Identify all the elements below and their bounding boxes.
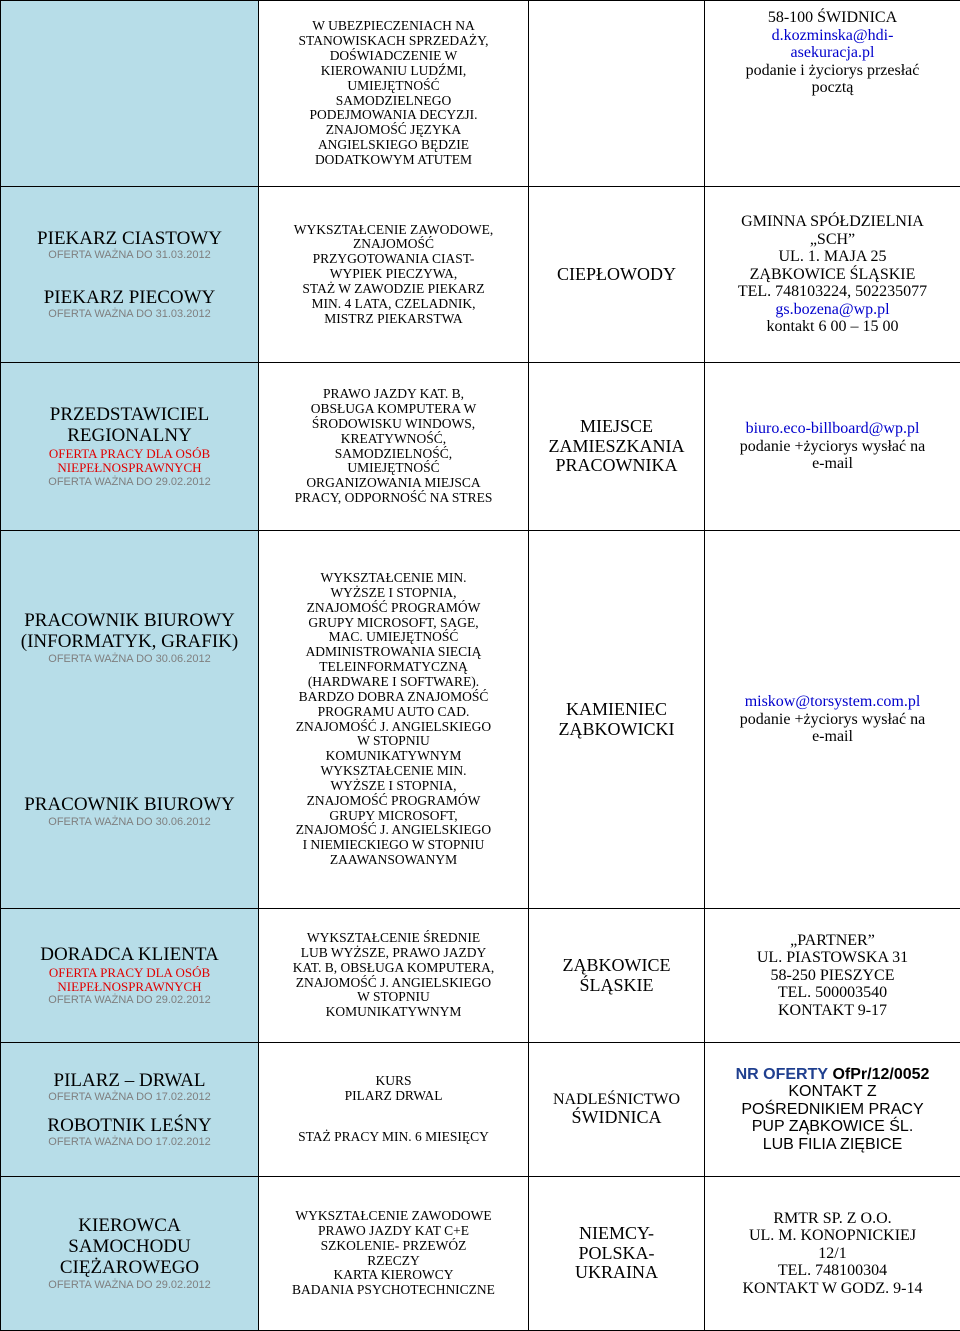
requirements-cell xyxy=(259,1177,529,1331)
job-title: KIEROWCA SAMOCHODU CIĘŻAROWEGO xyxy=(5,1216,254,1279)
location-line: ZAMIESZKANIA xyxy=(533,437,700,457)
email-link[interactable]: biuro.eco-billboard@wp.pl xyxy=(709,420,956,438)
validity-date: OFERTA WAŻNA DO 29.02.2012 xyxy=(5,994,254,1006)
requirement-line: WYKSZTAŁCENIE MIN. xyxy=(263,571,524,586)
requirement-line: W UBEZPIECZENIACH NA xyxy=(263,19,524,34)
requirement-line: WYKSZTAŁCENIE MIN. xyxy=(263,764,524,779)
requirement-line: MISTRZ PIEKARSTWA xyxy=(263,312,524,327)
contact-line: KONTAKT 9-17 xyxy=(709,1002,956,1020)
disability-note: OFERTA PRACY DLA OSÓB NIEPEŁNOSPRAWNYCH xyxy=(5,447,254,476)
requirement-line: ZNAJOMOŚĆ J. ANGIELSKIEGO xyxy=(263,720,524,735)
job-cell xyxy=(1,1177,259,1331)
contact-line: podanie +życiorys wysłać na xyxy=(709,438,956,456)
job-cell xyxy=(1,1,259,187)
contact-line: KONTAKT Z xyxy=(709,1083,956,1101)
requirements-cell xyxy=(259,187,529,363)
job-title: ROBOTNIK LEŚNY xyxy=(5,1116,254,1137)
job-title: DORADCA KLIENTA xyxy=(5,945,254,966)
validity-date: OFERTA WAŻNA DO 29.02.2012 xyxy=(5,476,254,488)
requirement-line: WYKSZTAŁCENIE ZAWODOWE xyxy=(263,1209,524,1224)
table-row xyxy=(1,531,960,909)
requirement-line: ZNAJOMOŚĆ J. ANGIELSKIEGO xyxy=(263,976,524,991)
requirement-line: BARDZO DOBRA ZNAJOMOŚĆ xyxy=(263,690,524,705)
location-line: PRACOWNIKA xyxy=(533,456,700,476)
contact-line: UL. PIASTOWSKA 31 xyxy=(709,949,956,967)
requirement-line: PILARZ DRWAL xyxy=(263,1089,524,1104)
requirement-line: MIN. 4 LATA, CZELADNIK, xyxy=(263,297,524,312)
requirement-line: STANOWISKACH SPRZEDAŻY, xyxy=(263,34,524,49)
requirement-line: I NIEMIECKIEGO W STOPNIU xyxy=(263,838,524,853)
table-row xyxy=(1,187,960,363)
email-link[interactable]: d.kozminska@hdi- xyxy=(709,27,956,45)
requirement-line: W STOPNIU xyxy=(263,734,524,749)
location-cell xyxy=(529,187,705,363)
requirement-line: UMIEJĘTNOŚĆ xyxy=(263,461,524,476)
validity-date: OFERTA WAŻNA DO 31.03.2012 xyxy=(5,249,254,261)
requirement-line: ZNAJOMOŚĆ JĘZYKA xyxy=(263,123,524,138)
location-line: MIEJSCE xyxy=(533,417,700,437)
contact-line: ZĄBKOWICE ŚLĄSKIE xyxy=(709,266,956,284)
contact-cell xyxy=(705,531,960,909)
contact-cell xyxy=(705,1043,960,1177)
email-link[interactable]: asekuracja.pl xyxy=(709,44,956,62)
requirement-line: STAŻ PRACY MIN. 6 MIESIĘCY xyxy=(263,1130,524,1145)
requirement-line: KAT. B, OBSŁUGA KOMPUTERA, xyxy=(263,961,524,976)
requirement-line: WYŻSZE I STOPNIA, xyxy=(263,779,524,794)
offer-number xyxy=(709,1066,956,1084)
requirement-line: SZKOLENIE- PRZEWÓZ xyxy=(263,1239,524,1254)
job-cell xyxy=(1,1043,259,1177)
requirement-line: KREATYWNOŚĆ, xyxy=(263,432,524,447)
location-line: ŚLĄSKIE xyxy=(533,976,700,996)
job-title: PILARZ – DRWAL xyxy=(5,1071,254,1092)
requirement-line: KOMUNIKATYWNYM xyxy=(263,1005,524,1020)
contact-line: UL. 1. MAJA 25 xyxy=(709,248,956,266)
job-title: PIEKARZ CIASTOWY xyxy=(5,229,254,250)
contact-cell xyxy=(705,187,960,363)
job-cell xyxy=(1,363,259,531)
requirement-line: ZAAWANSOWANYM xyxy=(263,853,524,868)
job-cell xyxy=(1,531,259,909)
requirement-line: GRUPY MICROSOFT, SAGE, xyxy=(263,616,524,631)
location-line: ŚWIDNICA xyxy=(533,1108,700,1128)
location-cell xyxy=(529,531,705,909)
requirement-line: GRUPY MICROSOFT, xyxy=(263,809,524,824)
requirement-line: ZNAJOMOŚĆ PROGRAMÓW xyxy=(263,794,524,809)
contact-line: TEL. 748103224, 502235077 xyxy=(709,283,956,301)
table-row xyxy=(1,1,960,187)
requirement-line: WYPIEK PIECZYWA, xyxy=(263,267,524,282)
requirement-line: STAŻ W ZAWODZIE PIEKARZ xyxy=(263,282,524,297)
job-title: PRACOWNIK BIUROWY xyxy=(5,795,254,816)
requirements-cell xyxy=(259,363,529,531)
contact-cell xyxy=(705,363,960,531)
requirement-line: RZECZY xyxy=(263,1254,524,1269)
validity-date: OFERTA WAŻNA DO 17.02.2012 xyxy=(5,1136,254,1148)
requirement-line: WYŻSZE I STOPNIA, xyxy=(263,586,524,601)
validity-date: OFERTA WAŻNA DO 31.03.2012 xyxy=(5,308,254,320)
offer-number-code: OfPr/12/0052 xyxy=(832,1066,929,1083)
validity-date: OFERTA WAŻNA DO 29.02.2012 xyxy=(5,1279,254,1291)
requirement-line: UMIEJĘTNOŚĆ xyxy=(263,79,524,94)
requirements-cell xyxy=(259,531,529,909)
requirement-line: KIEROWANIU LUDŹMI, xyxy=(263,64,524,79)
contact-cell xyxy=(705,1177,960,1331)
requirement-line: ŚRODOWISKU WINDOWS, xyxy=(263,417,524,432)
job-title: PRZEDSTAWICIEL REGIONALNY xyxy=(5,405,254,447)
contact-line: podanie +życiorys wysłać na xyxy=(709,711,956,729)
validity-date: OFERTA WAŻNA DO 30.06.2012 xyxy=(5,653,254,665)
requirement-line: W STOPNIU xyxy=(263,990,524,1005)
requirement-line: BADANIA PSYCHOTECHNICZNE xyxy=(263,1283,524,1298)
contact-line: TEL. 748100304 xyxy=(709,1262,956,1280)
validity-date: OFERTA WAŻNA DO 30.06.2012 xyxy=(5,816,254,828)
requirement-line: PODEJMOWANIA DECYZJI. xyxy=(263,108,524,123)
requirements-cell xyxy=(259,909,529,1043)
contact-line: 58-100 ŚWIDNICA xyxy=(709,9,956,27)
requirement-line: PRAWO JAZDY KAT. B, xyxy=(263,387,524,402)
location-line: KAMIENIEC xyxy=(533,700,700,720)
requirement-line: DOŚWIADCZENIE W xyxy=(263,49,524,64)
requirement-line: ADMINISTROWANIA SIECIĄ xyxy=(263,645,524,660)
location-line: ZĄBKOWICE xyxy=(533,956,700,976)
table-row xyxy=(1,363,960,531)
requirement-line: SAMODZIELNOŚĆ, xyxy=(263,447,524,462)
contact-cell xyxy=(705,909,960,1043)
job-cell xyxy=(1,909,259,1043)
requirement-line: PROGRAMU AUTO CAD. xyxy=(263,705,524,720)
requirement-line: LUB WYŻSZE, PRAWO JAZDY xyxy=(263,946,524,961)
job-cell xyxy=(1,187,259,363)
contact-line: podanie i życiorys przesłać xyxy=(709,62,956,80)
requirement-line: PRZYGOTOWANIA CIAST- xyxy=(263,252,524,267)
job-title: PRACOWNIK BIUROWY (INFORMATYK, GRAFIK) xyxy=(5,611,254,653)
requirement-line: PRACY, ODPORNOŚĆ NA STRES xyxy=(263,491,524,506)
contact-cell xyxy=(705,1,960,187)
requirement-line: KARTA KIEROWCY xyxy=(263,1268,524,1283)
location-cell xyxy=(529,1043,705,1177)
contact-line: e-mail xyxy=(709,728,956,746)
requirement-line: WYKSZTAŁCENIE ZAWODOWE, xyxy=(263,223,524,238)
contact-line: „PARTNER” xyxy=(709,932,956,950)
contact-line: PUP ZĄBKOWICE ŚL. xyxy=(709,1118,956,1136)
requirement-line: DODATKOWYM ATUTEM xyxy=(263,153,524,168)
requirement-line: (HARDWARE I SOFTWARE). xyxy=(263,675,524,690)
contact-line: kontakt 6 00 – 15 00 xyxy=(709,318,956,336)
location-line: NADLEŚNICTWO xyxy=(533,1091,700,1109)
requirement-line: SAMODZIELNEGO xyxy=(263,94,524,109)
contact-line: KONTAKT W GODZ. 9-14 xyxy=(709,1280,956,1298)
table-row xyxy=(1,909,960,1043)
location-cell xyxy=(529,363,705,531)
requirement-line: ANGIELSKIEGO BĘDZIE xyxy=(263,138,524,153)
requirement-line: ZNAJOMOŚĆ J. ANGIELSKIEGO xyxy=(263,823,524,838)
requirement-line: TELEINFORMATYCZNĄ xyxy=(263,660,524,675)
contact-line: POŚREDNIKIEM PRACY xyxy=(709,1101,956,1119)
requirement-line: KOMUNIKATYWNYM xyxy=(263,749,524,764)
requirements-cell xyxy=(259,1043,529,1177)
location-line: ZĄBKOWICKI xyxy=(533,720,700,740)
contact-line: pocztą xyxy=(709,79,956,97)
table-row xyxy=(1,1043,960,1177)
contact-line: UL. M. KONOPNICKIEJ xyxy=(709,1227,956,1245)
disability-note: OFERTA PRACY DLA OSÓB NIEPEŁNOSPRAWNYCH xyxy=(5,966,254,995)
contact-line: 58-250 PIESZYCE xyxy=(709,967,956,985)
table-row xyxy=(1,1177,960,1331)
contact-line: TEL. 500003540 xyxy=(709,984,956,1002)
location-cell xyxy=(529,1177,705,1331)
contact-line: RMTR SP. Z O.O. xyxy=(709,1210,956,1228)
requirement-line: ORGANIZOWANIA MIEJSCA xyxy=(263,476,524,491)
location-line: NIEMCY- xyxy=(533,1224,700,1244)
contact-line: 12/1 xyxy=(709,1245,956,1263)
location-cell xyxy=(529,909,705,1043)
offer-number-label: NR OFERTY xyxy=(736,1066,828,1083)
requirements-cell xyxy=(259,1,529,187)
requirement-line: ZNAJOMOŚĆ xyxy=(263,237,524,252)
contact-line: „SCH” xyxy=(709,231,956,249)
validity-date: OFERTA WAŻNA DO 17.02.2012 xyxy=(5,1091,254,1103)
requirement-line: PRAWO JAZDY KAT C+E xyxy=(263,1224,524,1239)
requirement-line: MAC. UMIEJĘTNOŚĆ xyxy=(263,630,524,645)
email-link[interactable]: gs.bozena@wp.pl xyxy=(709,301,956,319)
requirement-line: ZNAJOMOŚĆ PROGRAMÓW xyxy=(263,601,524,616)
location-line: CIEPŁOWODY xyxy=(533,265,700,285)
contact-line: LUB FILIA ZIĘBICE xyxy=(709,1136,956,1154)
location-line: UKRAINA xyxy=(533,1263,700,1283)
location-cell xyxy=(529,1,705,187)
location-line: POLSKA- xyxy=(533,1244,700,1264)
job-title: PIEKARZ PIECOWY xyxy=(5,288,254,309)
contact-line: GMINNA SPÓŁDZIELNIA xyxy=(709,213,956,231)
email-link[interactable]: miskow@torsystem.com.pl xyxy=(709,693,956,711)
requirement-line: WYKSZTAŁCENIE ŚREDNIE xyxy=(263,931,524,946)
requirement-line: OBSŁUGA KOMPUTERA W xyxy=(263,402,524,417)
contact-line: e-mail xyxy=(709,455,956,473)
requirement-line: KURS xyxy=(263,1074,524,1089)
